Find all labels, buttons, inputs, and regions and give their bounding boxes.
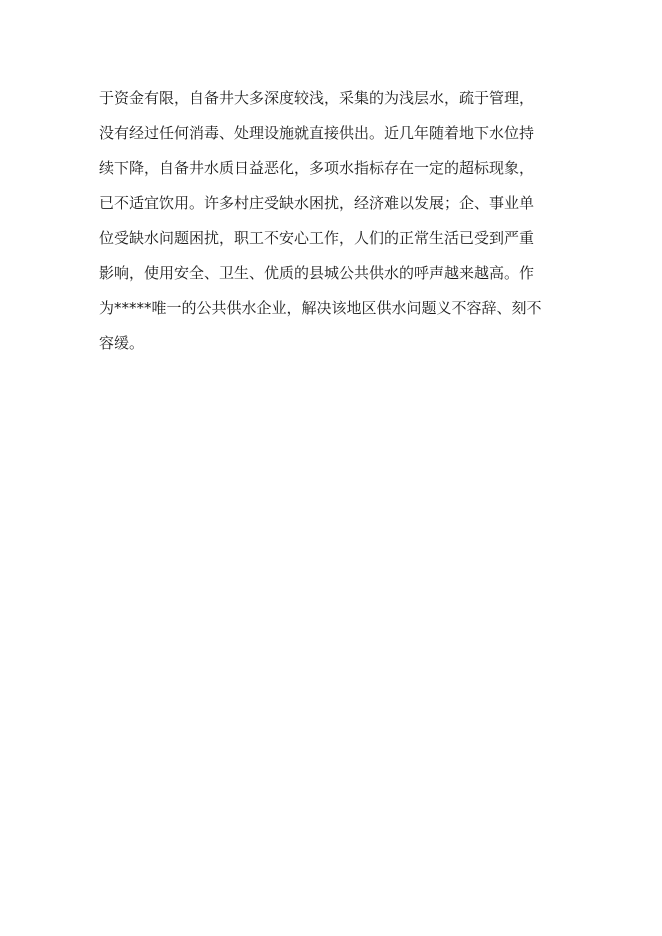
body-paragraph xyxy=(99,83,569,363)
paragraph-line: 续下降，自备井水质日益恶化，多项水指标存在一定的超标现象， xyxy=(99,159,535,177)
paragraph-line: 于资金有限，自备井大多深度较浅，采集的为浅层水，疏于管理， xyxy=(99,89,535,107)
paragraph-line: 为*****唯一的公共供水企业，解决该地区供水问题义不容辞、刻不 xyxy=(99,299,542,317)
paragraph-line: 已不适宜饮用。许多村庄受缺水困扰，经济难以发展；企、事业单 xyxy=(99,194,535,212)
paragraph-line: 容缓。 xyxy=(99,334,145,352)
paragraph-line: 位受缺水问题困扰，职工不安心工作，人们的正常生活已受到严重 xyxy=(99,229,535,247)
paragraph-line: 没有经过任何消毒、处理设施就直接供出。近几年随着地下水位持 xyxy=(99,124,535,142)
paragraph-line: 影响，使用安全、卫生、优质的县城公共供水的呼声越来越高。作 xyxy=(99,264,535,282)
